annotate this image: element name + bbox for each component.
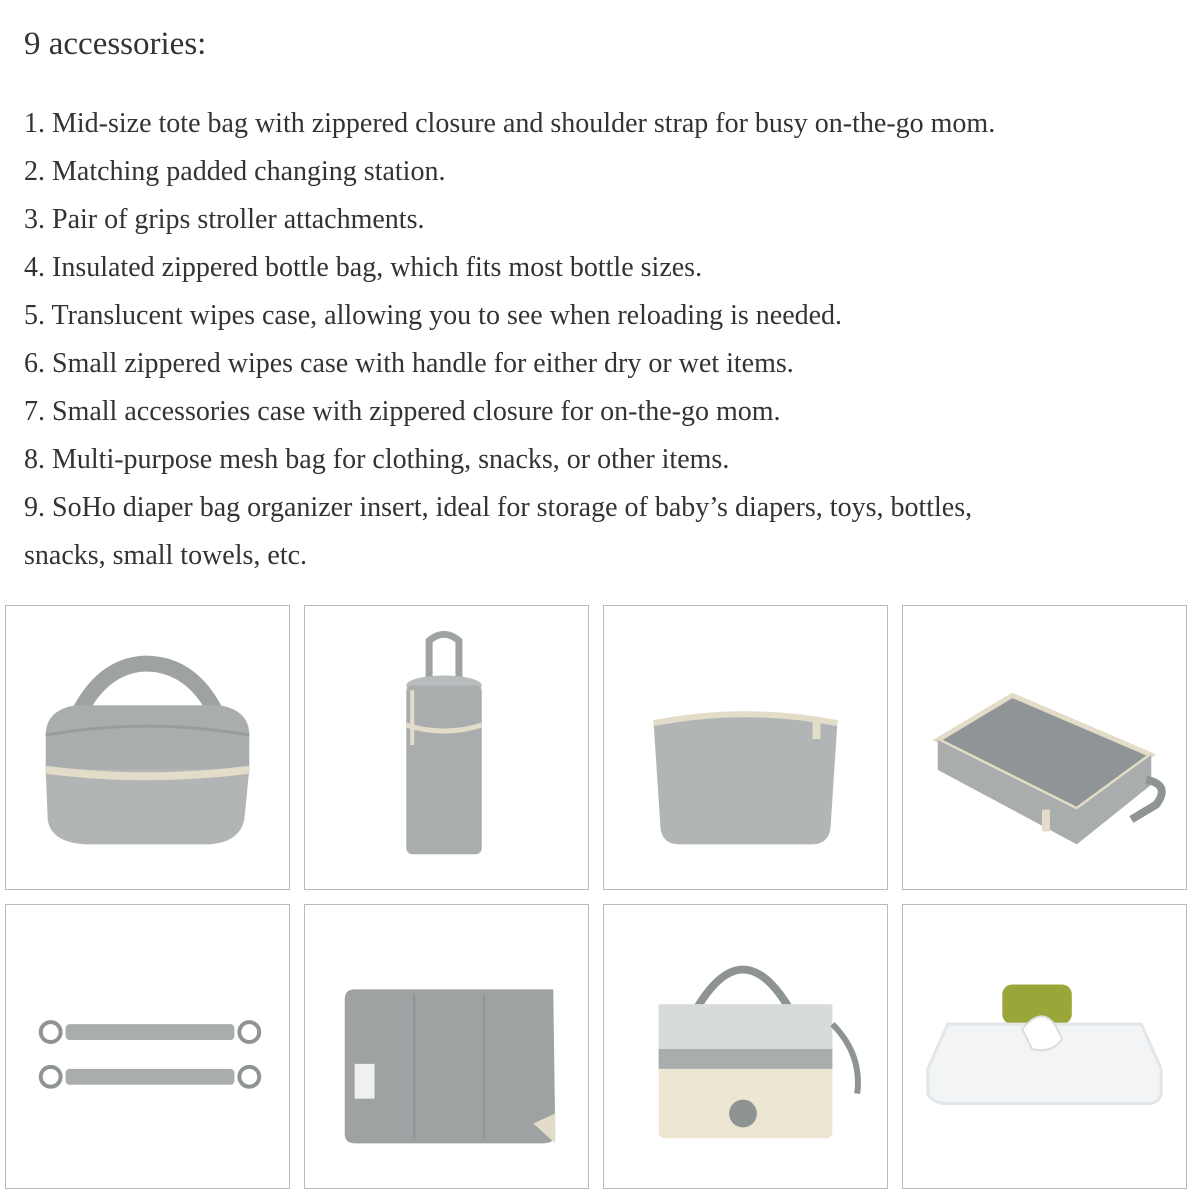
list-item: 1. Mid-size tote bag with zippered closure and shoulder strap for busy on-the-go mom. [24,108,996,139]
photo-tile-zippered-pouch [603,605,888,890]
list-item: 6. Small zippered wipes case with handle for either dry or wet items. [24,348,794,379]
photo-tile-wipes-case [902,904,1187,1189]
photo-tile-changing-pad [304,904,589,1189]
photo-tile-cosmetic-case [5,605,290,890]
list-item: 9. SoHo diaper bag organizer insert, ideal for storage of baby’s diapers, toys, bottles, snacks, small towels, etc. [24,492,973,571]
accessory-list [24,100,1184,580]
list-item: 3. Pair of grips stroller attachments. [24,204,425,235]
list-item: 2. Matching padded changing station. [24,156,446,187]
tote-bag-icon [604,905,887,1188]
mesh-bag-icon [903,606,1186,889]
list-item: 7. Small accessories case with zippered closure for on-the-go mom. [24,396,781,427]
photo-tile-tote-bag [603,904,888,1189]
photo-tile-mesh-bag [902,605,1187,890]
page-title: 9 accessories: [24,26,207,62]
changing-pad-icon [305,905,588,1188]
bottle-bag-icon [305,606,588,889]
list-item: 8. Multi-purpose mesh bag for clothing, snacks, or other items. [24,444,730,475]
list-item: 4. Insulated zippered bottle bag, which fits most bottle sizes. [24,252,703,283]
list-item: 5. Translucent wipes case, allowing you to see when reloading is needed. [24,300,843,331]
zippered-pouch-icon [604,606,887,889]
wipes-case-icon [903,905,1186,1188]
cosmetic-case-icon [6,606,289,889]
stroller-straps-icon [6,905,289,1188]
photo-tile-bottle-bag [304,605,589,890]
photo-tile-stroller-straps [5,904,290,1189]
